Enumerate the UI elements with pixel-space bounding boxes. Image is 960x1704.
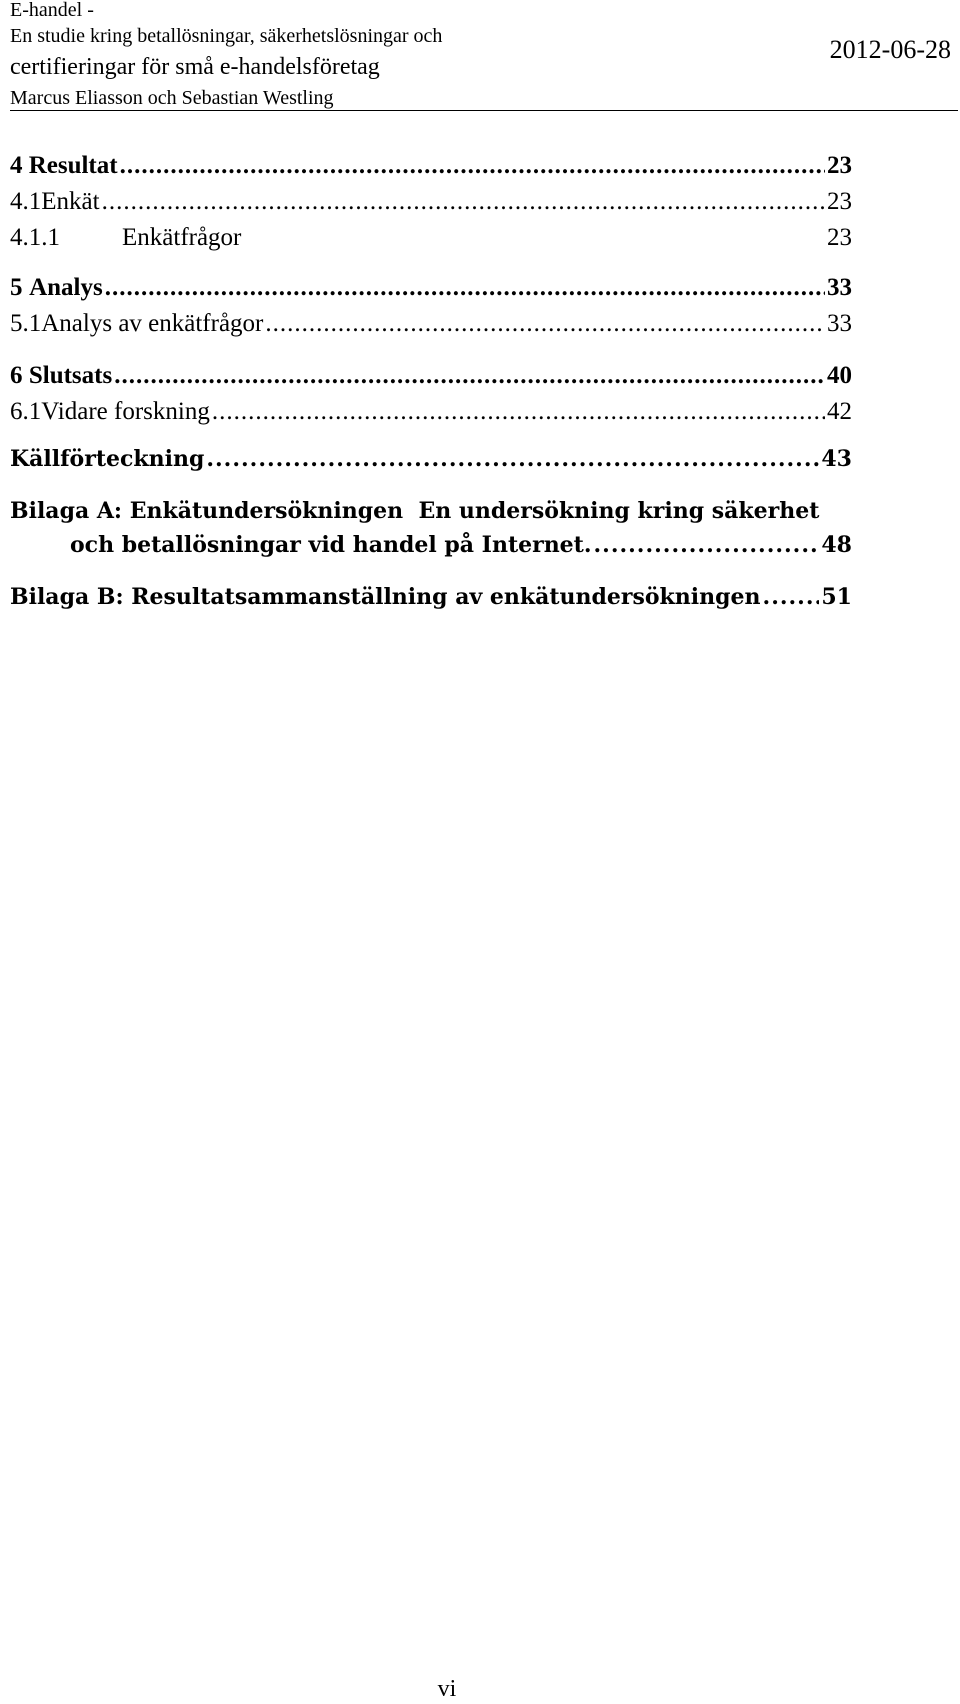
toc-number: 6.1 bbox=[10, 398, 42, 425]
toc-page: 23 bbox=[827, 188, 852, 215]
toc-title: Vidare forskning bbox=[41, 398, 210, 425]
header-rule bbox=[10, 110, 958, 111]
toc-number: 4.1 bbox=[10, 188, 42, 215]
toc-leader bbox=[120, 152, 825, 180]
toc-entry-resultat[interactable] bbox=[10, 152, 852, 180]
toc-leader bbox=[206, 446, 819, 472]
toc-number: 4.1.1 bbox=[10, 224, 60, 251]
toc-title: Enkät bbox=[41, 188, 100, 215]
toc-title: Slutsats bbox=[28, 362, 113, 389]
toc-page: 23 bbox=[827, 224, 852, 251]
toc-leader bbox=[102, 188, 825, 216]
running-header bbox=[10, 0, 958, 112]
toc-page: 43 bbox=[821, 446, 852, 472]
toc-number: 4 bbox=[10, 152, 23, 179]
toc-number: 5 bbox=[10, 274, 23, 301]
toc-entry-bilaga-a-cont[interactable] bbox=[70, 532, 852, 558]
toc-entry-kallforteckning[interactable] bbox=[10, 446, 852, 472]
toc-leader bbox=[763, 584, 820, 610]
toc-title: Analys av enkätfrågor bbox=[41, 310, 264, 337]
toc-page: 33 bbox=[827, 310, 852, 337]
toc-page: 48 bbox=[821, 532, 852, 558]
toc-entry-analys[interactable] bbox=[10, 274, 852, 302]
toc-page: 42 bbox=[827, 398, 852, 425]
toc-entry-bilaga-a[interactable] bbox=[10, 498, 852, 524]
toc-page: 33 bbox=[827, 274, 852, 301]
toc-page: 23 bbox=[827, 152, 852, 179]
toc-entry-enkat[interactable] bbox=[10, 188, 852, 216]
toc-leader bbox=[212, 398, 825, 426]
toc-title: Bilaga B: Resultatsammanställning av enkätundersökningen bbox=[10, 584, 761, 610]
toc-title: Bilaga A: Enkätundersökningen En undersökning kring säkerhet bbox=[10, 498, 820, 524]
toc-title: Enkätfrågor bbox=[122, 224, 242, 251]
toc-page: 40 bbox=[827, 362, 852, 389]
page-footer bbox=[0, 1676, 960, 1703]
toc-number: 5.1 bbox=[10, 310, 42, 337]
header-subtitle-line: En studie kring betallösningar, säkerhetslösningar och bbox=[10, 25, 443, 47]
header-title-line: E-handel - bbox=[10, 0, 94, 21]
toc-title: Resultat bbox=[28, 152, 118, 179]
header-authors: Marcus Eliasson och Sebastian Westling bbox=[10, 87, 334, 109]
page-number: vi bbox=[437, 1676, 457, 1702]
toc-title: Källförteckning bbox=[10, 446, 205, 472]
toc-entry-enkatfragor[interactable] bbox=[10, 224, 852, 252]
toc-leader bbox=[265, 310, 825, 338]
toc-entry-bilaga-b[interactable] bbox=[10, 584, 852, 610]
toc-leader bbox=[114, 362, 825, 390]
toc-title: Analys bbox=[29, 274, 103, 301]
toc-entry-analys-av-enkatfragor[interactable] bbox=[10, 310, 852, 338]
toc-title: och betallösningar vid handel på Internet. bbox=[70, 532, 592, 558]
toc-page: 51 bbox=[821, 584, 852, 610]
toc-entry-slutsats[interactable] bbox=[10, 362, 852, 390]
toc-entry-vidare-forskning[interactable] bbox=[10, 398, 852, 426]
toc-leader bbox=[594, 532, 820, 558]
header-subtitle-line-2: certifieringar för små e-handelsföretag bbox=[10, 54, 380, 80]
toc-leader bbox=[105, 274, 825, 302]
toc-number: 6 bbox=[10, 362, 23, 389]
header-date: 2012-06-28 bbox=[829, 35, 951, 64]
